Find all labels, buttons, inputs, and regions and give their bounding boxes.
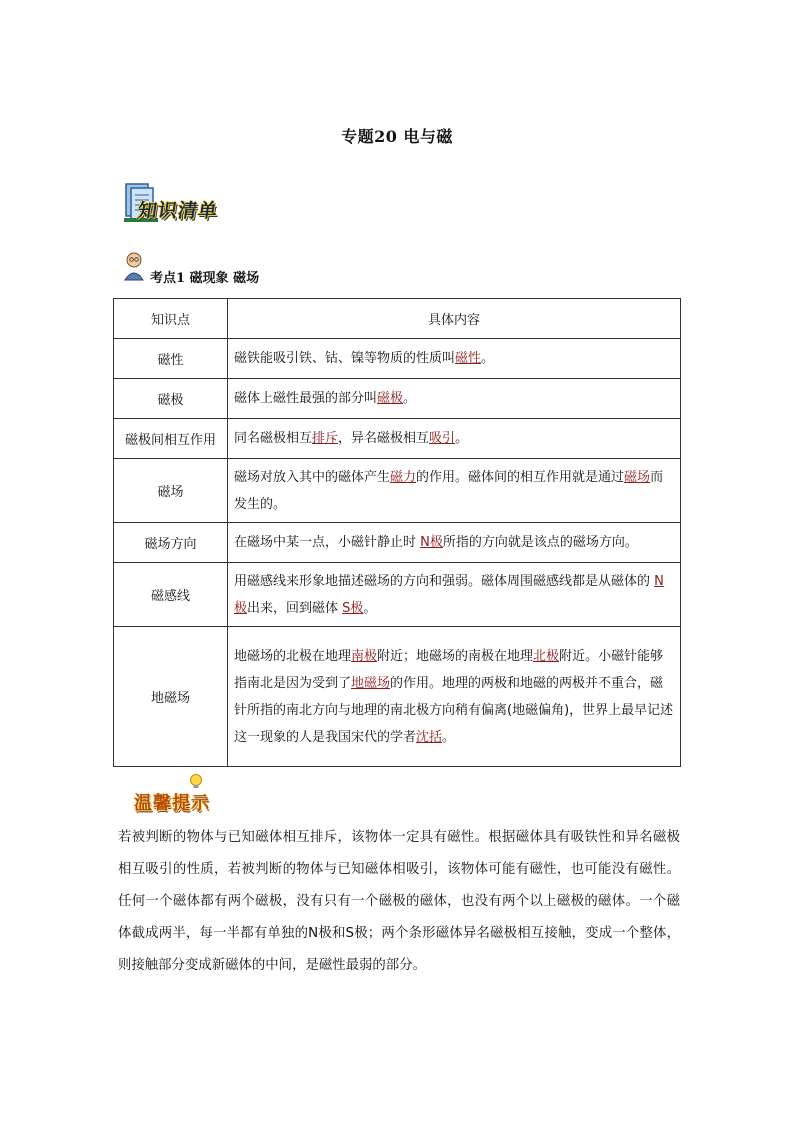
content-text: ，异名磁极相互 — [338, 431, 430, 446]
content-cell — [228, 523, 681, 563]
content-text: 所指的方向就是该点的磁场方向。 — [442, 535, 638, 550]
content-text: 。 — [442, 729, 456, 745]
answer-text: N极 — [234, 573, 664, 616]
banner-text: 知识清单 — [136, 200, 220, 222]
topic-cell: 磁极间相互作用 — [114, 419, 228, 459]
content-text: 。 — [481, 351, 495, 366]
page-title: 专题20 电与磁 — [341, 127, 453, 146]
table-header-cell: 知识点 — [114, 299, 228, 339]
table-row — [114, 627, 681, 767]
answer-text: 磁极 — [377, 391, 404, 406]
content-cell — [228, 627, 681, 767]
content-text: 同名磁极相互 — [234, 431, 313, 446]
hint-paragraph: 若被判断的物体与已知磁体相互排斥，该物体一定具有磁性。根据磁体具有吸铁性和异名磁极相互吸引的性质，若被判断的物体与已知磁体相吸引，该物体可能有磁性，也可能没有磁性。任何一个磁体都有两个磁极，没有只有一个磁极的磁体，也没有两个以上磁极的磁体。一个磁体截成两半，每一半都有单独的N极和S极；两个条形磁体异名磁极相互接触，变成一个整体，则接触部分变成新磁体的中间，是磁性最弱的部分。 — [118, 830, 680, 973]
content-text: 磁体上磁性最强的部分叫 — [234, 391, 378, 406]
answer-text: 南极 — [351, 648, 378, 664]
answer-text: S极 — [342, 600, 364, 616]
answer-text: 沈括 — [416, 729, 443, 745]
knowledge-table — [113, 298, 681, 767]
content-text: 附近。小磁针能够指南北是因为受到了 — [234, 648, 664, 691]
content-text: 地磁场的北极在地理 — [234, 648, 352, 664]
hint-text: 温馨提示 — [134, 793, 210, 814]
content-text: 的作用。地理的两极和地磁的两极并不重合，磁针所指的南北方向与地理的南北极方向稍有偏离(地磁偏角)，世界上最早记述这一现象的人是我国宋代的学者 — [234, 675, 674, 745]
content-text: 磁场对放入其中的磁体产生 — [234, 469, 391, 485]
content-text: 而发生的。 — [234, 469, 664, 512]
answer-text: 磁性 — [455, 351, 482, 366]
content-text: 在磁场中某一点，小磁针静止时 — [234, 535, 421, 550]
hint-banner — [128, 777, 228, 819]
content-text: 。 — [403, 391, 417, 406]
table-row — [114, 523, 681, 563]
answer-text: N极 — [420, 535, 443, 550]
table-row — [114, 459, 681, 523]
knowledge-list-banner — [122, 180, 242, 230]
answer-text: 磁力 — [390, 469, 417, 485]
content-cell — [228, 459, 681, 523]
answer-text: 排斥 — [312, 431, 339, 446]
table-header-row — [114, 299, 681, 339]
content-cell — [228, 563, 681, 627]
content-text: 附近；地磁场的南极在地理 — [377, 648, 534, 664]
content-text: 。 — [363, 600, 377, 616]
table-header-cell: 具体内容 — [228, 299, 681, 339]
topic-cell: 磁极 — [114, 379, 228, 419]
answer-text: 吸引 — [429, 431, 456, 446]
answer-text: 北极 — [533, 648, 560, 664]
content-cell — [228, 379, 681, 419]
topic-cell: 地磁场 — [114, 627, 228, 767]
table-row — [114, 379, 681, 419]
topic-label: 考点1 磁现象 磁场 — [150, 271, 260, 286]
teacher-avatar-icon — [122, 251, 146, 281]
content-text: 的作用。磁体间的相互作用就是通过 — [416, 469, 625, 485]
table-row — [114, 419, 681, 459]
content-text: 出来，回到磁体 — [247, 600, 343, 616]
topic-cell: 磁场 — [114, 459, 228, 523]
content-text: 用磁感线来形象地描述磁场的方向和强弱。磁体周围磁感线都是从磁体的 — [234, 573, 655, 589]
topic-cell: 磁性 — [114, 339, 228, 379]
content-text: 磁铁能吸引铁、钴、镍等物质的性质叫 — [234, 351, 456, 366]
table-row — [114, 339, 681, 379]
answer-text: 磁场 — [624, 469, 651, 485]
content-cell — [228, 419, 681, 459]
content-text: 。 — [455, 431, 469, 446]
answer-text: 地磁场 — [351, 675, 391, 691]
topic-cell: 磁感线 — [114, 563, 228, 627]
content-cell — [228, 339, 681, 379]
topic-cell: 磁场方向 — [114, 523, 228, 563]
table-row — [114, 563, 681, 627]
